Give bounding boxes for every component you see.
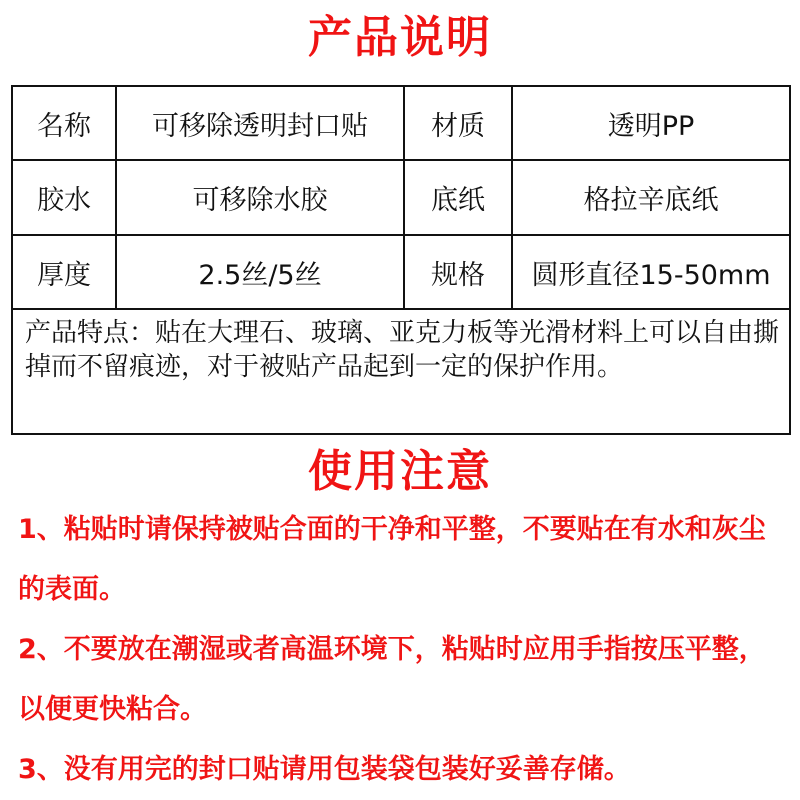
product-spec-table [11, 85, 791, 435]
table-row [12, 235, 790, 309]
notice-list [18, 500, 788, 800]
material-value: 透明PP [512, 86, 790, 160]
size-label: 规格 [404, 235, 512, 309]
material-label: 材质 [404, 86, 512, 160]
glue-label: 胶水 [12, 160, 116, 234]
notice-title: 使用注意 [308, 446, 492, 497]
liner-value: 格拉辛底纸 [512, 160, 790, 234]
thickness-label: 厚度 [12, 235, 116, 309]
table-row [12, 160, 790, 234]
size-value: 圆形直径15-50mm [512, 235, 790, 309]
page-title: 产品说明 [308, 12, 492, 63]
table-row [12, 86, 790, 160]
name-label: 名称 [12, 86, 116, 160]
product-features-note: 产品特点：贴在大理石、玻璃、亚克力板等光滑材料上可以自由撕掉而不留痕迹，对于被贴产品起到一定的保护作用。 [12, 309, 790, 434]
notice-item: 1、粘贴时请保持被贴合面的干净和平整，不要贴在有水和灰尘的表面。 [18, 514, 766, 605]
thickness-value: 2.5丝/5丝 [116, 235, 404, 309]
glue-value: 可移除水胶 [116, 160, 404, 234]
table-row [12, 309, 790, 434]
name-value: 可移除透明封口贴 [116, 86, 404, 160]
notice-item: 2、不要放在潮湿或者高温环境下，粘贴时应用手指按压平整，以便更快粘合。 [18, 634, 766, 725]
notice-item: 3、没有用完的封口贴请用包装袋包装好妥善存储。 [18, 754, 631, 785]
liner-label: 底纸 [404, 160, 512, 234]
